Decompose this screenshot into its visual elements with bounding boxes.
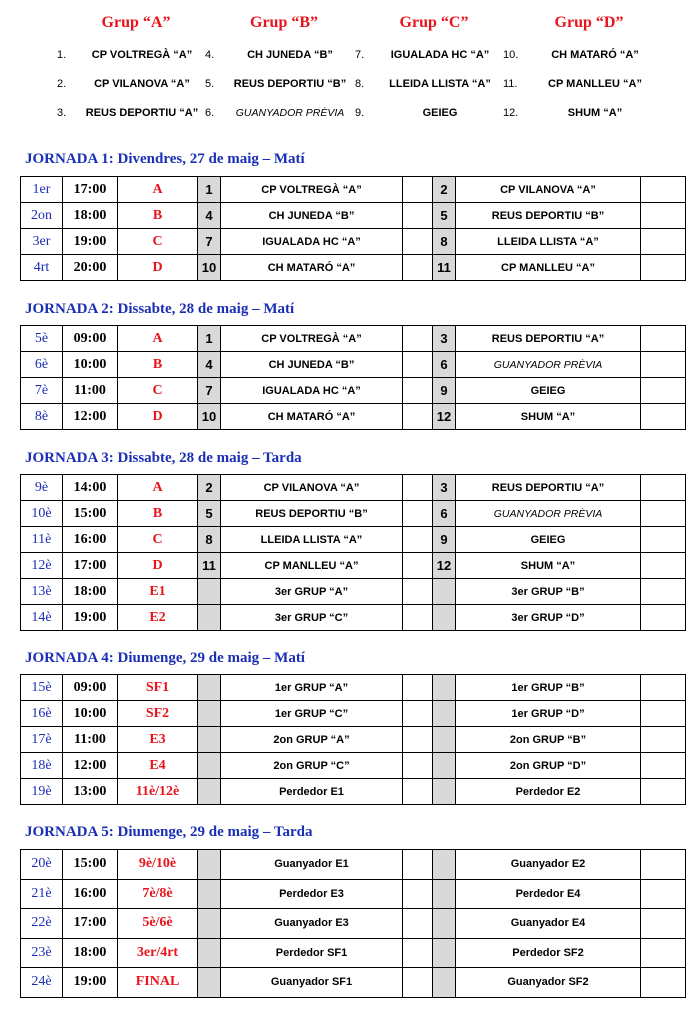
home-team: CH MATARÓ “A” bbox=[221, 404, 403, 430]
home-score bbox=[403, 879, 433, 909]
home-score bbox=[403, 938, 433, 968]
home-team: 2on GRUP “A” bbox=[221, 727, 403, 753]
match-group: D bbox=[118, 404, 198, 430]
away-number: 2 bbox=[433, 177, 456, 203]
match-group: D bbox=[118, 255, 198, 281]
away-number: 12 bbox=[433, 553, 456, 579]
away-score bbox=[641, 727, 686, 753]
away-number: 9 bbox=[433, 378, 456, 404]
home-number: 4 bbox=[198, 352, 221, 378]
match-time: 17:00 bbox=[63, 553, 118, 579]
away-team: 3er GRUP “B” bbox=[456, 579, 641, 605]
group-headers bbox=[0, 14, 689, 38]
away-score bbox=[641, 527, 686, 553]
home-score bbox=[403, 968, 433, 998]
match-time: 09:00 bbox=[63, 326, 118, 352]
match-time: 16:00 bbox=[63, 527, 118, 553]
team-number: 11. bbox=[503, 78, 518, 90]
match-row bbox=[21, 727, 686, 753]
team-name: GUANYADOR PRÈVIA bbox=[235, 107, 345, 119]
home-team: CP VILANOVA “A” bbox=[221, 475, 403, 501]
home-team: Perdedor E1 bbox=[221, 779, 403, 805]
match-time: 20:00 bbox=[63, 255, 118, 281]
away-team: CP MANLLEU “A” bbox=[456, 255, 641, 281]
away-number bbox=[433, 938, 456, 968]
team-number: 2. bbox=[57, 78, 67, 90]
group-title-d: Grup “D” bbox=[554, 14, 624, 31]
away-number bbox=[433, 675, 456, 701]
home-score bbox=[403, 579, 433, 605]
match-row bbox=[21, 501, 686, 527]
match-time: 15:00 bbox=[63, 850, 118, 880]
team-number: 8. bbox=[355, 78, 365, 90]
match-table bbox=[20, 325, 686, 430]
group-title-b: Grup “B” bbox=[249, 14, 319, 31]
away-team: GEIEG bbox=[456, 527, 641, 553]
match-row bbox=[21, 753, 686, 779]
home-score bbox=[403, 909, 433, 939]
home-score bbox=[403, 605, 433, 631]
match-row bbox=[21, 203, 686, 229]
home-score bbox=[403, 203, 433, 229]
away-score bbox=[641, 326, 686, 352]
match-order: 10è bbox=[21, 501, 63, 527]
home-number: 5 bbox=[198, 501, 221, 527]
match-row bbox=[21, 779, 686, 805]
match-group: 3er/4rt bbox=[118, 938, 198, 968]
away-score bbox=[641, 938, 686, 968]
match-row bbox=[21, 605, 686, 631]
team-row bbox=[0, 44, 689, 73]
team-number: 1. bbox=[57, 49, 67, 61]
match-group: SF1 bbox=[118, 675, 198, 701]
match-group: A bbox=[118, 326, 198, 352]
home-number bbox=[198, 850, 221, 880]
home-score bbox=[403, 753, 433, 779]
home-score bbox=[403, 850, 433, 880]
home-number bbox=[198, 968, 221, 998]
away-score bbox=[641, 579, 686, 605]
match-group: D bbox=[118, 553, 198, 579]
home-score bbox=[403, 475, 433, 501]
home-team: CP VOLTREGÀ “A” bbox=[221, 177, 403, 203]
away-number bbox=[433, 850, 456, 880]
match-group: E3 bbox=[118, 727, 198, 753]
away-number bbox=[433, 605, 456, 631]
home-number: 1 bbox=[198, 326, 221, 352]
match-group: C bbox=[118, 378, 198, 404]
away-score bbox=[641, 753, 686, 779]
match-order: 11è bbox=[21, 527, 63, 553]
match-order: 8è bbox=[21, 404, 63, 430]
away-team: REUS DEPORTIU “A” bbox=[456, 326, 641, 352]
home-number: 10 bbox=[198, 404, 221, 430]
away-score bbox=[641, 501, 686, 527]
match-order: 12è bbox=[21, 553, 63, 579]
home-score bbox=[403, 404, 433, 430]
team-name: REUS DEPORTIU “A” bbox=[85, 107, 199, 119]
away-number bbox=[433, 753, 456, 779]
home-number: 7 bbox=[198, 378, 221, 404]
away-number: 6 bbox=[433, 352, 456, 378]
home-number bbox=[198, 579, 221, 605]
team-number: 7. bbox=[355, 49, 365, 61]
team-number: 10. bbox=[503, 49, 519, 61]
team-name: CP VOLTREGÀ “A” bbox=[91, 49, 193, 61]
match-row bbox=[21, 850, 686, 880]
match-row bbox=[21, 229, 686, 255]
match-row bbox=[21, 579, 686, 605]
jornada-title: JORNADA 2: Dissabte, 28 de maig – Matí bbox=[25, 301, 295, 317]
team-name: SHUM “A” bbox=[567, 107, 623, 119]
away-team: Guanyador SF2 bbox=[456, 968, 641, 998]
team-number: 12. bbox=[503, 107, 519, 119]
home-number bbox=[198, 909, 221, 939]
match-time: 18:00 bbox=[63, 203, 118, 229]
home-team: 1er GRUP “A” bbox=[221, 675, 403, 701]
team-number: 4. bbox=[205, 49, 215, 61]
home-team: LLEIDA LLISTA “A” bbox=[221, 527, 403, 553]
match-group: E2 bbox=[118, 605, 198, 631]
team-name: CP MANLLEU “A” bbox=[548, 78, 642, 90]
away-score bbox=[641, 779, 686, 805]
match-group: SF2 bbox=[118, 701, 198, 727]
match-order: 22è bbox=[21, 909, 63, 939]
away-team: GEIEG bbox=[456, 378, 641, 404]
home-team: Perdedor SF1 bbox=[221, 938, 403, 968]
away-number bbox=[433, 879, 456, 909]
team-name: CP VILANOVA “A” bbox=[94, 78, 190, 90]
away-team: REUS DEPORTIU “B” bbox=[456, 203, 641, 229]
group-title-c: Grup “C” bbox=[399, 14, 469, 31]
home-score bbox=[403, 177, 433, 203]
away-score bbox=[641, 701, 686, 727]
away-number: 11 bbox=[433, 255, 456, 281]
team-row bbox=[0, 73, 689, 102]
home-team: IGUALADA HC “A” bbox=[221, 229, 403, 255]
match-group: E1 bbox=[118, 579, 198, 605]
home-team: 3er GRUP “A” bbox=[221, 579, 403, 605]
away-score bbox=[641, 675, 686, 701]
match-time: 12:00 bbox=[63, 753, 118, 779]
jornada-title: JORNADA 1: Divendres, 27 de maig – Matí bbox=[25, 151, 305, 167]
home-number bbox=[198, 675, 221, 701]
home-number: 7 bbox=[198, 229, 221, 255]
match-group: B bbox=[118, 501, 198, 527]
home-number: 11 bbox=[198, 553, 221, 579]
match-time: 19:00 bbox=[63, 605, 118, 631]
away-team: 2on GRUP “D” bbox=[456, 753, 641, 779]
away-number bbox=[433, 968, 456, 998]
home-number bbox=[198, 727, 221, 753]
away-team: Perdedor E4 bbox=[456, 879, 641, 909]
away-number: 5 bbox=[433, 203, 456, 229]
match-row bbox=[21, 326, 686, 352]
away-score bbox=[641, 177, 686, 203]
team-name: LLEIDA LLISTA “A” bbox=[389, 78, 491, 90]
home-number: 10 bbox=[198, 255, 221, 281]
match-order: 20è bbox=[21, 850, 63, 880]
away-team: 2on GRUP “B” bbox=[456, 727, 641, 753]
away-team: 3er GRUP “D” bbox=[456, 605, 641, 631]
home-team: CH MATARÓ “A” bbox=[221, 255, 403, 281]
home-score bbox=[403, 527, 433, 553]
away-team: 1er GRUP “B” bbox=[456, 675, 641, 701]
match-group: C bbox=[118, 229, 198, 255]
home-team: 2on GRUP “C” bbox=[221, 753, 403, 779]
away-number bbox=[433, 579, 456, 605]
home-team: CP MANLLEU “A” bbox=[221, 553, 403, 579]
away-team: REUS DEPORTIU “A” bbox=[456, 475, 641, 501]
match-time: 18:00 bbox=[63, 579, 118, 605]
away-score bbox=[641, 404, 686, 430]
away-score bbox=[641, 255, 686, 281]
home-number: 4 bbox=[198, 203, 221, 229]
match-row bbox=[21, 404, 686, 430]
home-number: 8 bbox=[198, 527, 221, 553]
match-order: 24è bbox=[21, 968, 63, 998]
home-score bbox=[403, 553, 433, 579]
match-table bbox=[20, 474, 686, 631]
match-table bbox=[20, 176, 686, 281]
match-time: 17:00 bbox=[63, 909, 118, 939]
match-time: 19:00 bbox=[63, 229, 118, 255]
match-row bbox=[21, 352, 686, 378]
match-group: 11è/12è bbox=[118, 779, 198, 805]
match-order: 5è bbox=[21, 326, 63, 352]
away-number: 8 bbox=[433, 229, 456, 255]
match-order: 21è bbox=[21, 879, 63, 909]
match-order: 13è bbox=[21, 579, 63, 605]
away-number: 12 bbox=[433, 404, 456, 430]
match-row bbox=[21, 701, 686, 727]
match-time: 12:00 bbox=[63, 404, 118, 430]
home-team: 3er GRUP “C” bbox=[221, 605, 403, 631]
match-group: B bbox=[118, 203, 198, 229]
home-team: CH JUNEDA “B” bbox=[221, 352, 403, 378]
match-row bbox=[21, 938, 686, 968]
home-score bbox=[403, 229, 433, 255]
home-number bbox=[198, 879, 221, 909]
match-order: 3er bbox=[21, 229, 63, 255]
match-row bbox=[21, 879, 686, 909]
match-order: 2on bbox=[21, 203, 63, 229]
match-row bbox=[21, 909, 686, 939]
away-team: 1er GRUP “D” bbox=[456, 701, 641, 727]
match-order: 7è bbox=[21, 378, 63, 404]
home-score bbox=[403, 255, 433, 281]
home-number bbox=[198, 701, 221, 727]
away-number: 6 bbox=[433, 501, 456, 527]
match-order: 9è bbox=[21, 475, 63, 501]
match-order: 17è bbox=[21, 727, 63, 753]
match-order: 23è bbox=[21, 938, 63, 968]
team-name: IGUALADA HC “A” bbox=[390, 49, 490, 61]
match-group: 7è/8è bbox=[118, 879, 198, 909]
away-score bbox=[641, 203, 686, 229]
match-row bbox=[21, 553, 686, 579]
away-number: 3 bbox=[433, 326, 456, 352]
team-name: REUS DEPORTIU “B” bbox=[233, 78, 347, 90]
match-order: 19è bbox=[21, 779, 63, 805]
match-order: 14è bbox=[21, 605, 63, 631]
match-time: 09:00 bbox=[63, 675, 118, 701]
match-order: 15è bbox=[21, 675, 63, 701]
away-score bbox=[641, 605, 686, 631]
away-number bbox=[433, 727, 456, 753]
away-team: GUANYADOR PRÈVIA bbox=[456, 352, 641, 378]
away-team: GUANYADOR PRÈVIA bbox=[456, 501, 641, 527]
team-row bbox=[0, 102, 689, 131]
home-team: Guanyador SF1 bbox=[221, 968, 403, 998]
team-name: CH JUNEDA “B” bbox=[247, 49, 333, 61]
away-score bbox=[641, 352, 686, 378]
group-title-a: Grup “A” bbox=[101, 14, 171, 31]
match-table bbox=[20, 674, 686, 805]
jornada-title: JORNADA 5: Diumenge, 29 de maig – Tarda bbox=[25, 824, 313, 840]
home-score bbox=[403, 501, 433, 527]
home-number bbox=[198, 753, 221, 779]
team-number: 9. bbox=[355, 107, 365, 119]
match-group: A bbox=[118, 177, 198, 203]
team-name: CH MATARÓ “A” bbox=[551, 49, 639, 61]
team-number: 6. bbox=[205, 107, 215, 119]
home-score bbox=[403, 779, 433, 805]
away-score bbox=[641, 229, 686, 255]
away-score bbox=[641, 475, 686, 501]
match-group: B bbox=[118, 352, 198, 378]
match-group: 9è/10è bbox=[118, 850, 198, 880]
home-team: 1er GRUP “C” bbox=[221, 701, 403, 727]
match-time: 13:00 bbox=[63, 779, 118, 805]
match-time: 17:00 bbox=[63, 177, 118, 203]
match-row bbox=[21, 675, 686, 701]
group-team-list bbox=[0, 44, 689, 131]
away-score bbox=[641, 879, 686, 909]
match-time: 11:00 bbox=[63, 378, 118, 404]
match-time: 10:00 bbox=[63, 701, 118, 727]
away-team: Guanyador E4 bbox=[456, 909, 641, 939]
team-name: GEIEG bbox=[422, 107, 458, 119]
away-score bbox=[641, 850, 686, 880]
jornada-title: JORNADA 3: Dissabte, 28 de maig – Tarda bbox=[25, 450, 302, 466]
match-time: 19:00 bbox=[63, 968, 118, 998]
match-time: 11:00 bbox=[63, 727, 118, 753]
home-number bbox=[198, 605, 221, 631]
away-team: LLEIDA LLISTA “A” bbox=[456, 229, 641, 255]
home-score bbox=[403, 727, 433, 753]
match-time: 10:00 bbox=[63, 352, 118, 378]
match-order: 18è bbox=[21, 753, 63, 779]
away-number: 9 bbox=[433, 527, 456, 553]
home-number: 1 bbox=[198, 177, 221, 203]
match-group: 5è/6è bbox=[118, 909, 198, 939]
match-time: 14:00 bbox=[63, 475, 118, 501]
home-score bbox=[403, 326, 433, 352]
match-group: FINAL bbox=[118, 968, 198, 998]
home-score bbox=[403, 378, 433, 404]
home-team: CH JUNEDA “B” bbox=[221, 203, 403, 229]
home-team: Perdedor E3 bbox=[221, 879, 403, 909]
home-team: Guanyador E3 bbox=[221, 909, 403, 939]
home-team: REUS DEPORTIU “B” bbox=[221, 501, 403, 527]
match-time: 18:00 bbox=[63, 938, 118, 968]
away-number bbox=[433, 909, 456, 939]
match-row bbox=[21, 527, 686, 553]
home-score bbox=[403, 675, 433, 701]
home-score bbox=[403, 352, 433, 378]
match-order: 1er bbox=[21, 177, 63, 203]
match-group: E4 bbox=[118, 753, 198, 779]
team-number: 3. bbox=[57, 107, 67, 119]
away-team: SHUM “A” bbox=[456, 404, 641, 430]
away-team: Perdedor E2 bbox=[456, 779, 641, 805]
match-order: 16è bbox=[21, 701, 63, 727]
match-row bbox=[21, 475, 686, 501]
match-table bbox=[20, 849, 686, 998]
home-number: 2 bbox=[198, 475, 221, 501]
home-team: Guanyador E1 bbox=[221, 850, 403, 880]
match-group: C bbox=[118, 527, 198, 553]
match-row bbox=[21, 378, 686, 404]
away-score bbox=[641, 378, 686, 404]
away-score bbox=[641, 553, 686, 579]
match-order: 6è bbox=[21, 352, 63, 378]
home-team: CP VOLTREGÀ “A” bbox=[221, 326, 403, 352]
away-score bbox=[641, 968, 686, 998]
away-number: 3 bbox=[433, 475, 456, 501]
match-row bbox=[21, 255, 686, 281]
away-team: SHUM “A” bbox=[456, 553, 641, 579]
match-order: 4rt bbox=[21, 255, 63, 281]
home-number bbox=[198, 779, 221, 805]
jornada-title: JORNADA 4: Diumenge, 29 de maig – Matí bbox=[25, 650, 305, 666]
away-team: Perdedor SF2 bbox=[456, 938, 641, 968]
home-number bbox=[198, 938, 221, 968]
match-time: 16:00 bbox=[63, 879, 118, 909]
match-time: 15:00 bbox=[63, 501, 118, 527]
away-team: CP VILANOVA “A” bbox=[456, 177, 641, 203]
away-number bbox=[433, 701, 456, 727]
home-score bbox=[403, 701, 433, 727]
away-team: Guanyador E2 bbox=[456, 850, 641, 880]
match-group: A bbox=[118, 475, 198, 501]
away-score bbox=[641, 909, 686, 939]
away-number bbox=[433, 779, 456, 805]
match-row bbox=[21, 968, 686, 998]
team-number: 5. bbox=[205, 78, 215, 90]
match-row bbox=[21, 177, 686, 203]
home-team: IGUALADA HC “A” bbox=[221, 378, 403, 404]
